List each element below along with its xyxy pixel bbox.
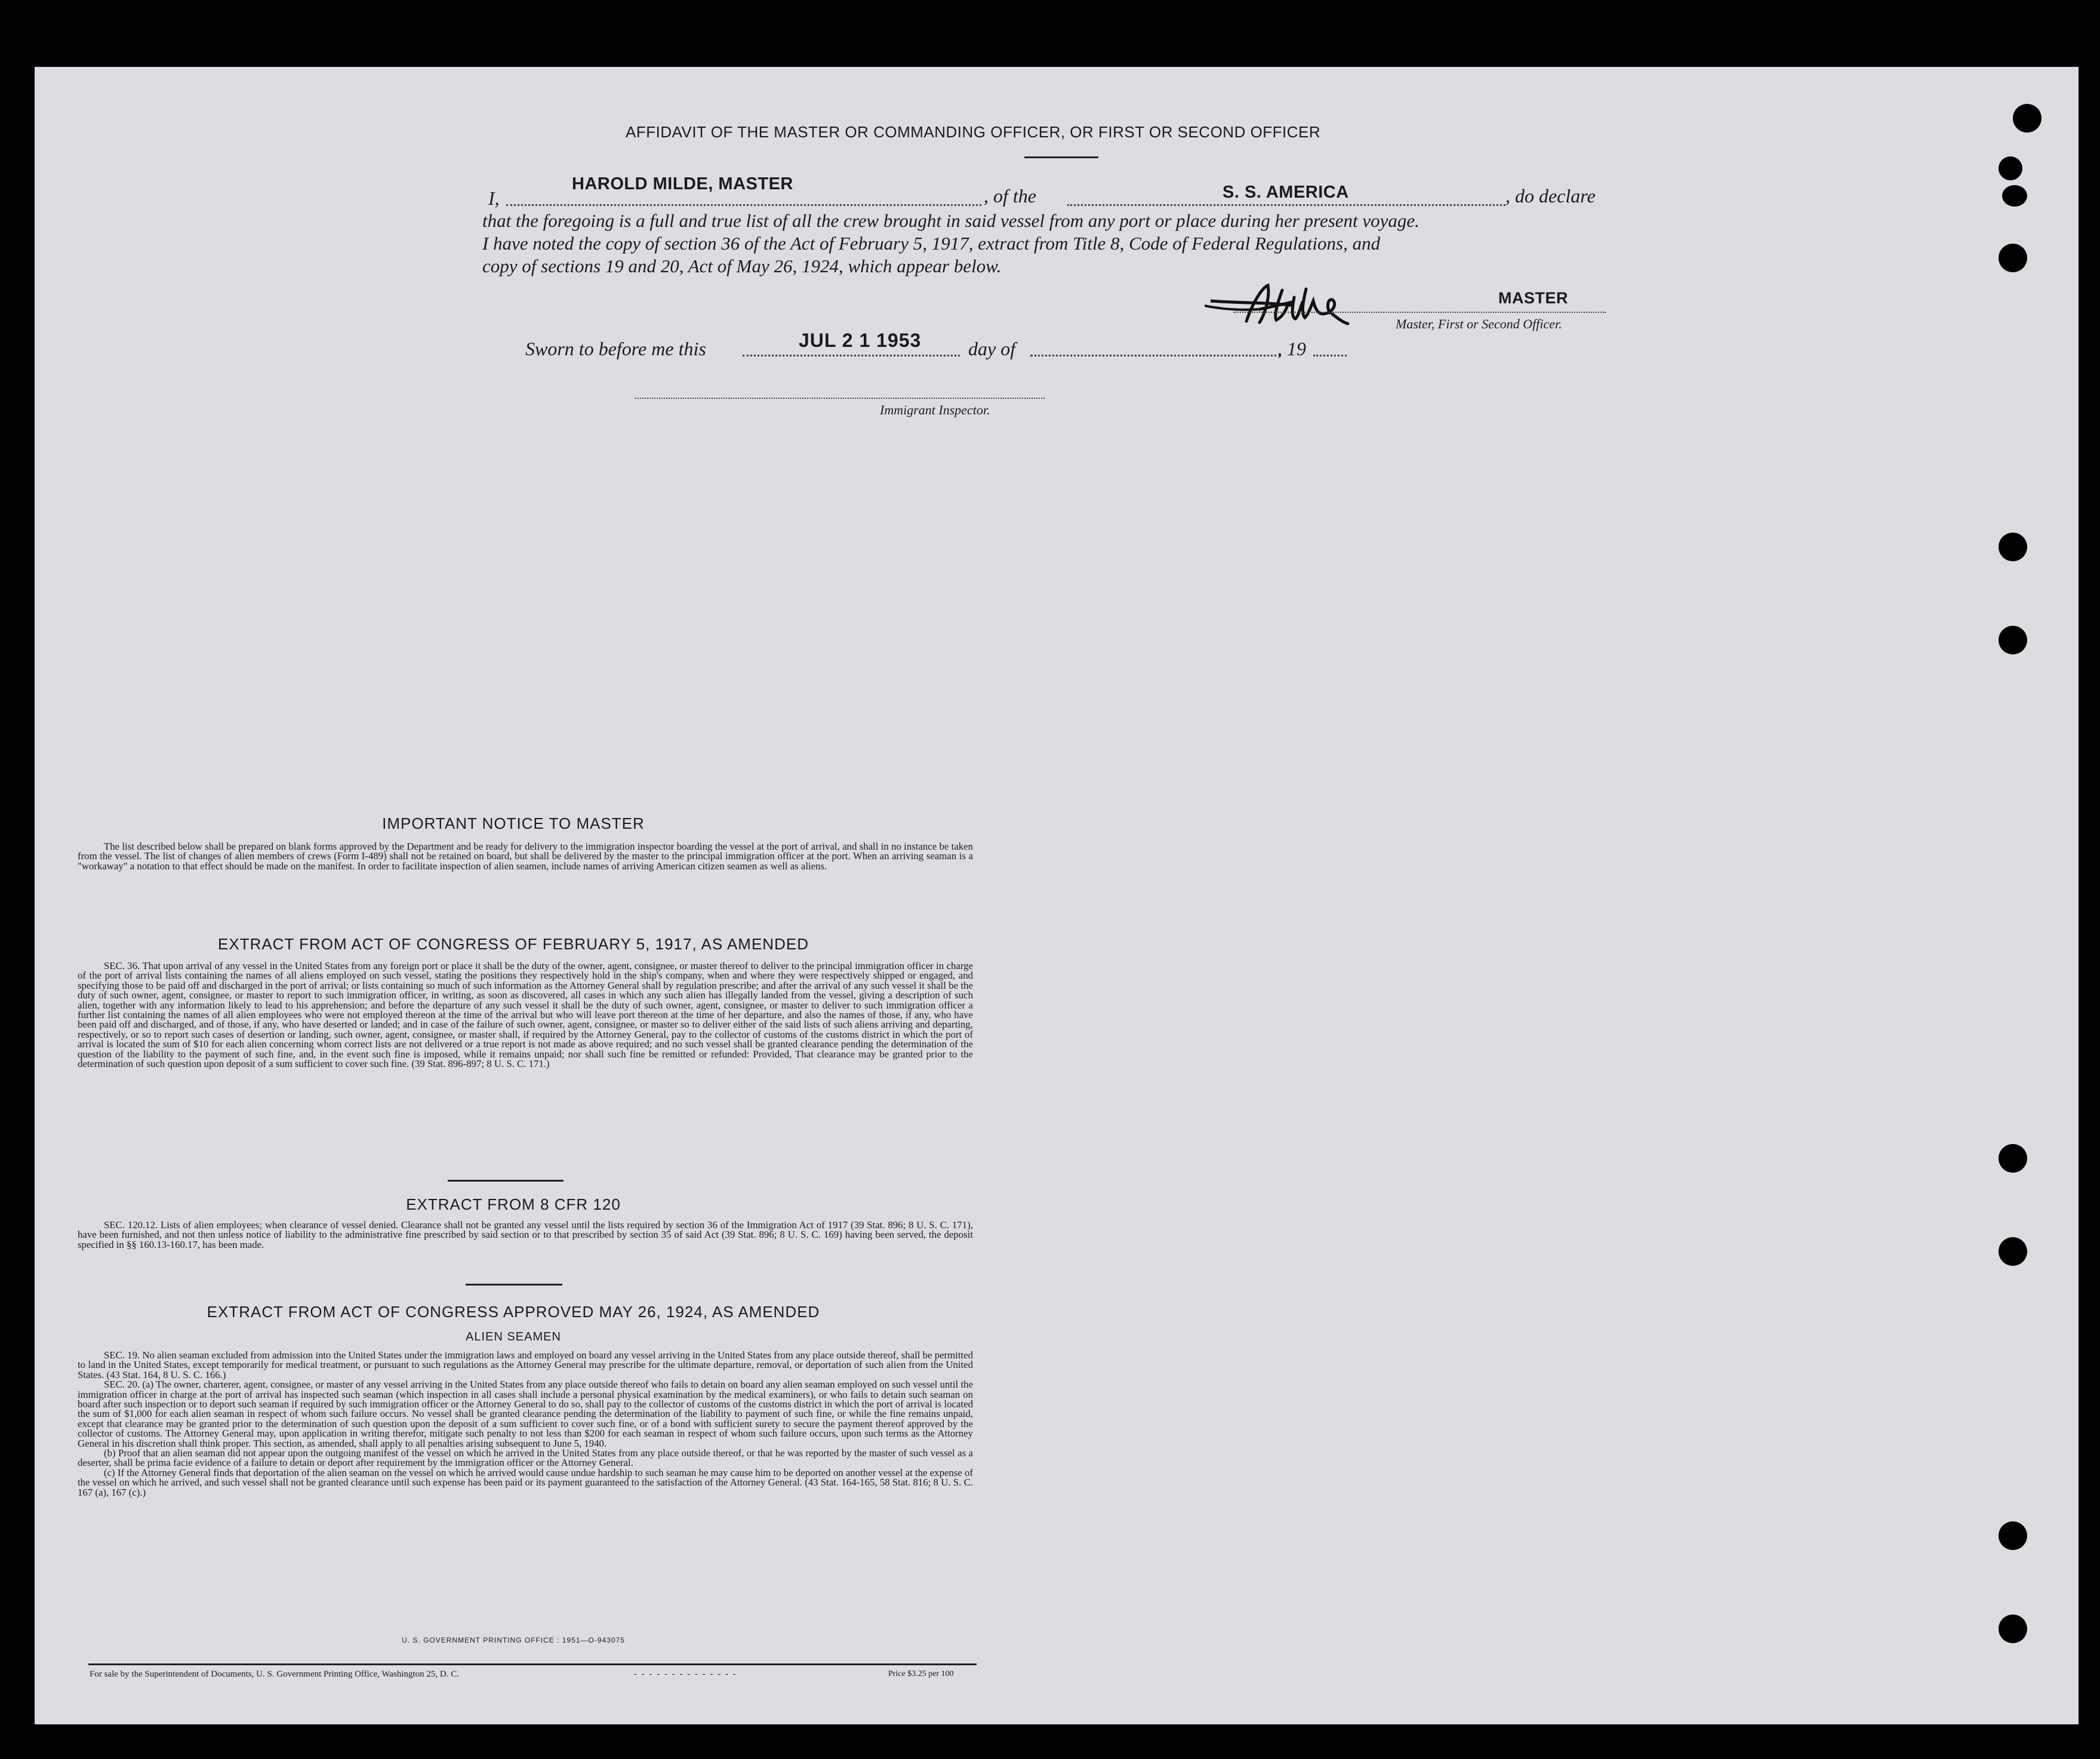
section-36-paragraph: SEC. 36. That upon arrival of any vessel in the United States from any foreign port or place it shall be the duty of the owner, agent, consignee, or master thereof to deliver to the principal immigration officer in charge of the port of arrival lists containing the names of all aliens employed on such vessel, stating the positions they respectively hold in the ship's company, when and where they were respectively shipped or engaged, and specifying those to be paid off and discharged in the port of arrival; or lists containing so much of such information as the Attorney General shall by regulation prescribe; and after the arrival of any such vessel it shall be the duty of such owner, agent, consignee, or master to report to such immigration officer, in writing, as soon as discovered, all cases in which any such alien has illegally landed from the vessel, giving a description of such alien, together with any information likely to lead to his apprehension; and before the departure of any such vessel it shall be the duty of such owner, agent, consignee, or master to deliver to such immigration officer a further list containing the names of all alien employees who were not employed thereon at the time of the arrival but who will leave port thereon at the time of her departure, and also the names of those, if any, who have been paid off and discharged, and of those, if any, who have deserted or landed; and in case of the failure of such owner, agent, consignee, or master so to deliver either of the said lists of such aliens arriving and departing, respectively, or so to report such cases of desertion or landing, such owner, agent, consignee, or master shall, if required by the Attorney General, pay to the collector of customs of the customs district in which the port of arrival is located the sum of $10 for each alien concerning whom correct lists are not delivered or a true report is not made as above required; and no such vessel shall be granted clearance pending the determination of the question of the liability to the payment of such fine, and, in the event such fine is imposed, while it remains unpaid; nor shall such fine be remitted or refunded: Provided, That clearance may be granted prior to the determination of such question upon deposit of a sum sufficient to cover such fine. (39 Stat. 896-897; 8 U. S. C. 171.) [78,960,973,1070]
section-20c-paragraph: (c) If the Attorney General finds that deportation of the alien seaman on the vessel on which he arrived would cause undue hardship to such seaman he may cause him to be deported on another vessel at the expense of the vessel on which he arrived, and such vessel shall not be granted clearance until such expense has been paid or its payment guaranteed to the satisfaction of the Attorney General. (43 Stat. 164-165, 58 Stat. 816; 8 U. S. C. 167 (a), 167 (c).) [78,1466,973,1498]
affidavit-title: AFFIDAVIT OF THE MASTER OR COMMANDING OFFICER, OR FIRST OR SECOND OFFICER [626,123,1321,141]
footer-rule [88,1663,977,1665]
sworn-label: Sworn to before me this [525,338,706,359]
inspector-line [635,398,1045,399]
extract-1924-title: EXTRACT FROM ACT OF CONGRESS APPROVED MAY 26, 1924, AS AMENDED [207,1303,820,1321]
leader-dots: - - - - - - - - - - - - - - [634,1669,737,1679]
section-19-paragraph: SEC. 19. No alien seaman excluded from admission into the United States under the immigration laws and employed on board any vessel arriving in the United States from any place outside thereof, shall be permitted to land in the United States, except temporarily for medical treatment, or pursuant to such regulations as the Attorney General may prescribe for the ultimate departure, removal, or deportation of such alien from the United States. (43 Stat. 164, 8 U. S. C. 166.) [78,1349,973,1380]
alien-seamen-subtitle: ALIEN SEAMEN [466,1330,561,1343]
signature-title: MASTER [1498,289,1568,307]
notice-title: IMPORTANT NOTICE TO MASTER [382,814,645,832]
punch-hole [1999,1521,2027,1550]
punch-hole [1999,1237,2027,1266]
section-20a-paragraph: SEC. 20. (a) The owner, charterer, agent, consignee, or master of any vessel arriving in the United States from any place outside thereof who fails to detain on board any alien seaman employed on such vessel until the immigration officer in charge at the port of arrival has inspected such seaman (which inspection in all cases shall include a personal physical examination by the medical examiners), or who fails to detain such seaman on board after such inspection or to deport such seaman if required by such immigration officer or the Attorney General to do so, shall pay to the collector of customs of the customs district in which the port of arrival is located the sum of $1,000 for each alien seaman in respect of whom such failure occurs. No vessel shall be granted clearance pending the determination of the liability to payment of such fine, or while the fine remains unpaid, except that clearance may be granted prior to the determination of such question upon the deposit of a sum sufficient to cover such fine, or of a bond with sufficient surety to secure the payment thereof approved by the collector of customs. The Attorney General may, upon application in writing therefor, mitigate such penalty to not less than $200 for each seaman in respect of whom such failure occurs, upon such terms as the Attorney General in his discretion shall think proper. This section, as amended, shall apply to all penalties arising subsequent to June 5, 1940. [78,1379,973,1449]
signature-caption: Master, First or Second Officer. [1396,316,1562,331]
affidavit-line-2: I have noted the copy of section 36 of the Act of February 5, 1917, extract from Title 8, Code of Federal Regulations, and [482,233,1381,254]
punch-hole [1999,626,2027,654]
divider-1 [448,1180,564,1182]
year-prefix: , 19 [1277,338,1306,359]
title-underline [1024,156,1098,158]
vessel-name: S. S. AMERICA [1223,183,1349,202]
punch-hole [1999,1144,2027,1173]
extract-1917-title: EXTRACT FROM ACT OF CONGRESS OF FEBRUARY 5, 1917, AS AMENDED [218,935,809,953]
punch-hole [1999,1615,2027,1643]
do-declare-label: , do declare [1505,185,1596,207]
punch-hole [2002,185,2027,207]
notice-paragraph: The list described below shall be prepared on blank forms approved by the Department and be ready for delivery to the immigration inspector boarding the vessel at the port of arrival, and shall in no instance be taken from the vessel. The list of changes of alien members of crews (Form I-489) shall not be retained on board, but shall be delivered by the master to the principal immigration officer at the port. When an arriving seaman is a "workaway" a notation to that effect should be made on the manifest. In order to facilitate inspection of alien seamen, include names of arriving American citizen seamen as well as aliens. [78,841,973,872]
extract-1924-text [78,1351,973,1497]
extract-cfr-title: EXTRACT FROM 8 CFR 120 [406,1195,621,1213]
name-line [506,204,981,206]
punch-hole [1999,244,2027,272]
for-sale-line: For sale by the Superintendent of Documents, U. S. Government Printing Office, Washington 25, D. C. [90,1669,459,1679]
printing-office-line: U. S. GOVERNMENT PRINTING OFFICE : 1951—O-943075 [402,1636,625,1644]
year-line [1313,355,1347,356]
punch-hole [1999,156,2022,180]
section-120-paragraph: SEC. 120.12. Lists of alien employees; when clearance of vessel denied. Clearance shall not be granted any vessel until the lists required by section 36 of the Immigration Act of 1917 (39 Stat. 896; 8 U. S. C. 171), have been furnished, and not then unless notice of liability to the administrative fine prescribed by said section or to that prescribed by section 35 of said Act (39 Stat. 896; 8 U. S. C. 169) having been served, the deposit specified in §§ 160.13-160.17, has been made. [78,1219,973,1250]
master-name: HAROLD MILDE, MASTER [572,174,793,193]
punch-hole [2013,104,2042,133]
price-line: Price $3.25 per 100 [888,1669,954,1678]
affidavit-line-1: that the foregoing is a full and true list of all the crew brought in said vessel from any port or place during her present voyage. [482,210,1419,231]
of-the-label: , of the [984,185,1036,207]
day-of-label: day of [968,338,1016,359]
divider-2 [466,1284,562,1286]
extract-cfr-text [78,1220,973,1250]
i-label: I, [488,187,500,209]
vessel-line [1067,204,1505,206]
affidavit-line-3: copy of sections 19 and 20, Act of May 26, 1924, which appear below. [482,256,1002,276]
signature-image [1205,279,1384,333]
notice-text [78,842,973,871]
sworn-date: JUL 2 1 1953 [799,330,922,351]
extract-1917-text [78,961,973,1069]
punch-hole [1999,533,2027,561]
inspector-caption: Immigrant Inspector. [880,402,990,417]
signature-line [1233,312,1606,313]
sworn-date-line [743,355,960,356]
day-of-line [1030,355,1281,356]
section-20b-paragraph: (b) Proof that an alien seaman did not appear upon the outgoing manifest of the vessel on which he arrived in the United States from any place outside thereof, or that he was reported by the master of such vessel as a deserter, shall be prima facie evidence of a failure to detain or deport after requirement by the immigration officer or the Attorney General. [78,1447,973,1469]
